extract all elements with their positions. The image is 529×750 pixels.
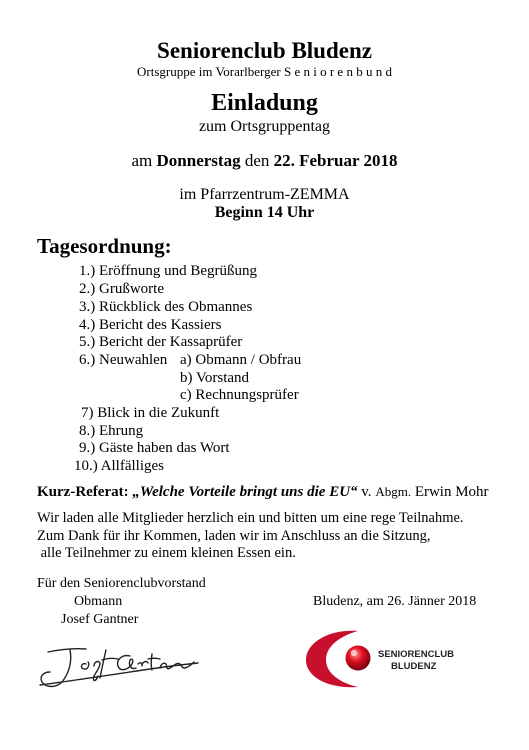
agenda-item: 9.) Gäste haben das Wort — [79, 440, 230, 456]
event-date — [0, 151, 529, 171]
event-start: Beginn 14 Uhr — [214, 204, 315, 221]
agenda-subitem: b) Vorstand — [180, 370, 250, 386]
agenda-subitem: c) Rechnungsprüfer — [180, 387, 299, 403]
speaker-name: Erwin Mohr — [411, 484, 489, 500]
logo-ball — [346, 646, 371, 671]
agenda-item: 5.) Bericht der Kassaprüfer — [79, 334, 243, 350]
agenda-item: 8.) Ehrung — [79, 423, 144, 439]
date-day: Donnerstag — [156, 151, 241, 170]
talk-by: v. — [357, 484, 376, 500]
body-line: Wir laden alle Mitglieder herzlich ein und bitten um eine rege Teilnahme. — [37, 510, 464, 526]
signature-role: Obmann — [74, 594, 123, 609]
date-mid: den — [240, 151, 274, 170]
date-date: 22. Februar 2018 — [273, 151, 398, 170]
agenda-item: 1.) Eröffnung und Begrüßung — [79, 263, 258, 279]
date-prefix: am — [131, 151, 157, 170]
agenda-item: 3.) Rückblick des Obmannes — [79, 299, 253, 315]
club-subtitle: Ortsgruppe im Vorarlberger S e n i o r e n b u n d — [137, 64, 392, 79]
place-date: Bludenz, am 26. Jänner 2018 — [313, 594, 477, 609]
speaker-title: Abgm. — [375, 484, 412, 499]
agenda-subitem: a) Obmann / Obfrau — [180, 352, 302, 368]
signature-name: Josef Gantner — [61, 612, 139, 627]
invitation-subtitle: zum Ortsgruppentag — [198, 118, 331, 135]
body-line: Zum Dank für ihr Kommen, laden wir im Anschluss an die Sitzung, — [37, 528, 431, 544]
logo-text-2: BLUDENZ — [391, 661, 437, 672]
agenda-item: 10.) Allfälliges — [74, 458, 164, 474]
talk-title: „Welche Vorteile bringt uns die EU“ — [132, 484, 358, 500]
talk-line — [37, 484, 489, 501]
agenda-item: 7) Blick in die Zukunft — [81, 405, 220, 421]
handwritten-signature — [30, 638, 205, 693]
logo-text-1: SENIORENCLUB — [378, 649, 455, 660]
agenda-heading: Tagesordnung: — [37, 234, 172, 258]
agenda-item: 2.) Grußworte — [79, 281, 164, 297]
talk-label: Kurz-Referat: — [37, 484, 133, 500]
agenda-item: 6.) Neuwahlen — [79, 352, 168, 368]
seniorenclub-logo — [300, 625, 460, 693]
club-name: Seniorenclub Bludenz — [157, 38, 372, 63]
event-location: im Pfarrzentrum-ZEMMA — [179, 186, 350, 203]
body-line: alle Teilnehmer zu einem kleinen Essen ein. — [37, 545, 296, 561]
invitation-title: Einladung — [211, 90, 318, 116]
signature-line1: Für den Seniorenclubvorstand — [37, 576, 206, 591]
agenda-item: 4.) Bericht des Kassiers — [79, 317, 222, 333]
